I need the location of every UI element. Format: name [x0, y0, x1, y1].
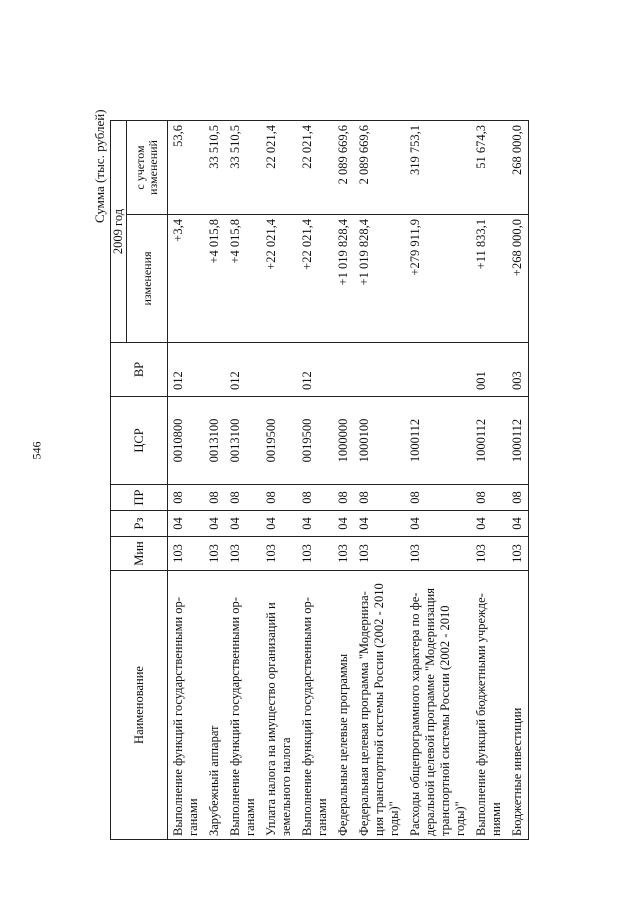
header-min: Мин — [111, 537, 168, 571]
cell-rz: 04 — [354, 511, 405, 537]
cell-change: +1 019 828,4 — [333, 215, 354, 343]
cell-total: 319 753,1 — [405, 121, 471, 215]
cell-min: 103 — [261, 537, 297, 571]
cell-name: Федеральные целевые программы — [333, 571, 354, 840]
cell-rz: 04 — [471, 511, 507, 537]
cell-total: 51 674,3 — [471, 121, 507, 215]
cell-rz: 04 — [297, 511, 333, 537]
table-row — [507, 121, 529, 840]
cell-rz: 04 — [405, 511, 471, 537]
header-vr: ВР — [111, 343, 168, 397]
cell-pr: 08 — [471, 485, 507, 511]
cell-change: +1 019 828,4 — [354, 215, 405, 343]
cell-vr: 012 — [297, 343, 333, 397]
cell-min: 103 — [471, 537, 507, 571]
cell-name: Выполнение функций государственными ор-ганами — [297, 571, 333, 840]
cell-pr: 08 — [354, 485, 405, 511]
cell-name: Зарубежный аппарат — [204, 571, 225, 840]
cell-name: Бюджетные инвестиции — [507, 571, 529, 840]
cell-total: 53,6 — [168, 121, 205, 215]
cell-min: 103 — [333, 537, 354, 571]
cell-vr — [405, 343, 471, 397]
cell-pr: 08 — [297, 485, 333, 511]
cell-csr: 0019500 — [297, 397, 333, 485]
cell-name: Выполнение функций государственными ор-ганами — [168, 571, 205, 840]
table-row — [261, 121, 297, 840]
table-row — [168, 121, 205, 840]
cell-csr: 1000000 — [333, 397, 354, 485]
cell-name: Расходы общепрограммного характера по фе-деральной целевой программе "Модернизация транспортной системы России (2002 - 2010 годы)" — [405, 571, 471, 840]
cell-vr: 003 — [507, 343, 529, 397]
table-caption: Сумма (тыс. рублей) — [92, 109, 107, 223]
page-number: 546 — [29, 441, 44, 460]
cell-pr: 08 — [333, 485, 354, 511]
cell-total: 2 089 669,6 — [333, 121, 354, 215]
header-total: с учетом изменений — [127, 121, 168, 215]
header-change: изменения — [127, 215, 168, 343]
cell-csr: 0019500 — [261, 397, 297, 485]
header-csr: ЦСР — [111, 397, 168, 485]
cell-vr — [204, 343, 225, 397]
cell-vr — [261, 343, 297, 397]
cell-vr — [333, 343, 354, 397]
header-name: Наименование — [111, 571, 168, 840]
cell-vr: 012 — [225, 343, 261, 397]
cell-total: 268 000,0 — [507, 121, 529, 215]
table-row — [405, 121, 471, 840]
cell-rz: 04 — [507, 511, 529, 537]
cell-change: +268 000,0 — [507, 215, 529, 343]
cell-name: Выполнение функций бюджетными учрежде-ниями — [471, 571, 507, 840]
cell-csr: 1000112 — [405, 397, 471, 485]
cell-min: 103 — [168, 537, 205, 571]
cell-csr: 1000112 — [507, 397, 529, 485]
cell-csr: 0013100 — [204, 397, 225, 485]
cell-rz: 04 — [168, 511, 205, 537]
cell-total: 22 021,4 — [261, 121, 297, 215]
table-row — [225, 121, 261, 840]
cell-pr: 08 — [507, 485, 529, 511]
cell-min: 103 — [405, 537, 471, 571]
budget-table — [110, 120, 529, 840]
cell-name: Федеральная целевая программа "Модерниза-ция транспортной системы России (2002 - 2010 годы)" — [354, 571, 405, 840]
header-pr: ПР — [111, 485, 168, 511]
cell-change: +3,4 — [168, 215, 205, 343]
cell-csr: 1000100 — [354, 397, 405, 485]
budget-sheet — [90, 80, 550, 840]
table-body — [168, 121, 529, 840]
table-row — [333, 121, 354, 840]
cell-min: 103 — [225, 537, 261, 571]
cell-min: 103 — [354, 537, 405, 571]
cell-change: +4 015,8 — [225, 215, 261, 343]
cell-total: 33 510,5 — [204, 121, 225, 215]
cell-pr: 08 — [204, 485, 225, 511]
cell-name: Выполнение функций государственными ор-ганами — [225, 571, 261, 840]
cell-change: +279 911,9 — [405, 215, 471, 343]
header-rz: Рз — [111, 511, 168, 537]
table-row — [354, 121, 405, 840]
cell-vr: 001 — [471, 343, 507, 397]
cell-name: Уплата налога на имущество организаций и земельного налога — [261, 571, 297, 840]
cell-change: +22 021,4 — [261, 215, 297, 343]
cell-change: +4 015,8 — [204, 215, 225, 343]
cell-min: 103 — [297, 537, 333, 571]
cell-total: 22 021,4 — [297, 121, 333, 215]
cell-pr: 08 — [405, 485, 471, 511]
cell-min: 103 — [204, 537, 225, 571]
cell-rz: 04 — [261, 511, 297, 537]
cell-vr: 012 — [168, 343, 205, 397]
cell-rz: 04 — [225, 511, 261, 537]
header-year: 2009 год — [111, 121, 127, 343]
cell-change: +22 021,4 — [297, 215, 333, 343]
cell-min: 103 — [507, 537, 529, 571]
cell-change: +11 833,1 — [471, 215, 507, 343]
cell-csr: 0010800 — [168, 397, 205, 485]
cell-rz: 04 — [204, 511, 225, 537]
table-row — [297, 121, 333, 840]
cell-total: 2 089 669,6 — [354, 121, 405, 215]
cell-rz: 04 — [333, 511, 354, 537]
cell-total: 33 510,5 — [225, 121, 261, 215]
cell-pr: 08 — [168, 485, 205, 511]
cell-csr: 1000112 — [471, 397, 507, 485]
cell-csr: 0013100 — [225, 397, 261, 485]
cell-vr — [354, 343, 405, 397]
cell-pr: 08 — [261, 485, 297, 511]
table-row — [471, 121, 507, 840]
table-row — [204, 121, 225, 840]
cell-pr: 08 — [225, 485, 261, 511]
